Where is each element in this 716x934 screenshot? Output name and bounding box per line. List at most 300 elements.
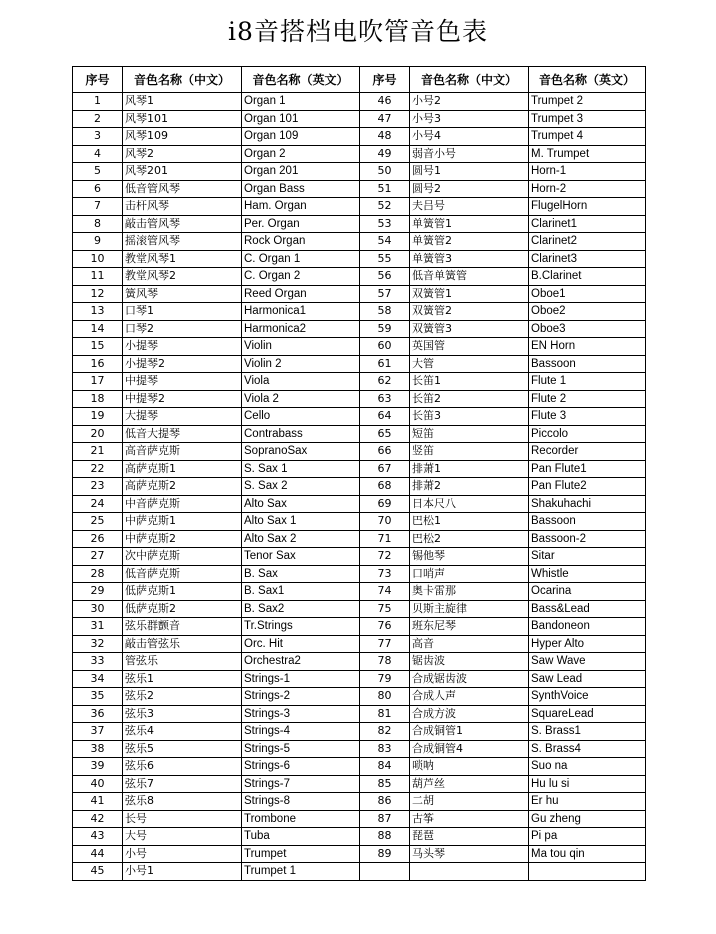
voice-name-cn: 日本尺八 (410, 495, 529, 513)
table-row (73, 355, 646, 373)
voice-name-cn: 葫芦丝 (410, 775, 529, 793)
voice-name-en: S. Brass4 (529, 740, 646, 758)
header-number: 序号 (73, 67, 123, 93)
voice-number: 47 (360, 110, 410, 128)
voice-number: 2 (73, 110, 123, 128)
voice-name-en: Tenor Sax (242, 548, 360, 566)
voice-number: 39 (73, 758, 123, 776)
voice-number: 54 (360, 233, 410, 251)
voice-number: 17 (73, 373, 123, 391)
table-row (73, 828, 646, 846)
voice-name-en: Trumpet 3 (529, 110, 646, 128)
voice-number: 28 (73, 565, 123, 583)
voice-name-cn: 长笛1 (410, 373, 529, 391)
empty-cell (410, 863, 529, 881)
voice-number: 37 (73, 723, 123, 741)
voice-name-en: Horn-2 (529, 180, 646, 198)
voice-number: 57 (360, 285, 410, 303)
voice-name-en: Organ Bass (242, 180, 360, 198)
voice-number: 22 (73, 460, 123, 478)
voice-name-cn: 大号 (123, 828, 242, 846)
header-name-en: 音色名称（英文） (529, 67, 646, 93)
table-row (73, 373, 646, 391)
voice-name-en: Contrabass (242, 425, 360, 443)
voice-name-cn: 锡他琴 (410, 548, 529, 566)
voice-number: 5 (73, 163, 123, 181)
table-row (73, 215, 646, 233)
empty-cell (360, 863, 410, 881)
voice-name-cn: 小提琴2 (123, 355, 242, 373)
voice-name-en: B. Sax2 (242, 600, 360, 618)
voice-number: 80 (360, 688, 410, 706)
voice-table (72, 66, 646, 881)
voice-name-cn: 巴松2 (410, 530, 529, 548)
voice-number: 20 (73, 425, 123, 443)
voice-name-en: Clarinet1 (529, 215, 646, 233)
voice-name-cn: 夫吕号 (410, 198, 529, 216)
table-row (73, 110, 646, 128)
voice-name-en: Piccolo (529, 425, 646, 443)
table-row (73, 390, 646, 408)
voice-name-cn: 弦乐7 (123, 775, 242, 793)
table-row (73, 460, 646, 478)
voice-name-cn: 高萨克斯2 (123, 478, 242, 496)
voice-name-en: Orchestra2 (242, 653, 360, 671)
header-number: 序号 (360, 67, 410, 93)
voice-name-en: Oboe2 (529, 303, 646, 321)
table-row (73, 723, 646, 741)
voice-name-en: Strings-2 (242, 688, 360, 706)
voice-name-en: Alto Sax 2 (242, 530, 360, 548)
voice-number: 64 (360, 408, 410, 426)
voice-number: 24 (73, 495, 123, 513)
voice-rows (73, 93, 646, 881)
voice-number: 83 (360, 740, 410, 758)
voice-number: 75 (360, 600, 410, 618)
voice-name-cn: 大提琴 (123, 408, 242, 426)
voice-name-en: Strings-1 (242, 670, 360, 688)
voice-name-cn: 小号2 (410, 93, 529, 111)
table-row (73, 758, 646, 776)
table-row (73, 635, 646, 653)
voice-name-en: Trumpet (242, 845, 360, 863)
table-row (73, 530, 646, 548)
voice-name-en: Saw Wave (529, 653, 646, 671)
voice-name-cn: 击杆风琴 (123, 198, 242, 216)
voice-number: 81 (360, 705, 410, 723)
table-row (73, 163, 646, 181)
page-title: i8音搭档电吹管音色表 (228, 17, 488, 46)
voice-number: 9 (73, 233, 123, 251)
voice-name-en: Reed Organ (242, 285, 360, 303)
voice-number: 79 (360, 670, 410, 688)
voice-name-en: Horn-1 (529, 163, 646, 181)
voice-name-en: Organ 1 (242, 93, 360, 111)
voice-number: 12 (73, 285, 123, 303)
voice-name-cn: 低萨克斯2 (123, 600, 242, 618)
voice-number: 29 (73, 583, 123, 601)
voice-name-en: Ham. Organ (242, 198, 360, 216)
voice-number: 76 (360, 618, 410, 636)
voice-name-en: Pi pa (529, 828, 646, 846)
voice-name-en: B. Sax (242, 565, 360, 583)
voice-name-cn: 锯齿波 (410, 653, 529, 671)
voice-name-en: Pan Flute2 (529, 478, 646, 496)
table-row (73, 268, 646, 286)
voice-name-cn: 弦乐1 (123, 670, 242, 688)
voice-name-en: Trumpet 4 (529, 128, 646, 146)
table-row (73, 495, 646, 513)
voice-number: 69 (360, 495, 410, 513)
voice-number: 19 (73, 408, 123, 426)
voice-name-en: Per. Organ (242, 215, 360, 233)
table-row (73, 408, 646, 426)
voice-name-en: Strings-7 (242, 775, 360, 793)
voice-name-en: Flute 3 (529, 408, 646, 426)
voice-name-cn: 合成铜管4 (410, 740, 529, 758)
voice-name-en: Oboe1 (529, 285, 646, 303)
voice-number: 8 (73, 215, 123, 233)
voice-name-cn: 双簧管1 (410, 285, 529, 303)
table-row (73, 863, 646, 881)
voice-number: 72 (360, 548, 410, 566)
voice-number: 26 (73, 530, 123, 548)
table-row (73, 320, 646, 338)
voice-name-cn: 弦乐2 (123, 688, 242, 706)
voice-number: 44 (73, 845, 123, 863)
voice-name-en: Sitar (529, 548, 646, 566)
voice-number: 73 (360, 565, 410, 583)
voice-number: 32 (73, 635, 123, 653)
voice-name-cn: 弦乐群颤音 (123, 618, 242, 636)
voice-name-cn: 低音单簧管 (410, 268, 529, 286)
voice-name-en: Organ 109 (242, 128, 360, 146)
voice-name-cn: 风琴2 (123, 145, 242, 163)
voice-number: 18 (73, 390, 123, 408)
voice-name-cn: 小号 (123, 845, 242, 863)
voice-number: 66 (360, 443, 410, 461)
voice-name-en: Clarinet3 (529, 250, 646, 268)
table-row (73, 338, 646, 356)
voice-name-cn: 中提琴2 (123, 390, 242, 408)
voice-number: 35 (73, 688, 123, 706)
voice-name-cn: 低音管风琴 (123, 180, 242, 198)
voice-number: 51 (360, 180, 410, 198)
voice-name-cn: 风琴1 (123, 93, 242, 111)
table-row (73, 93, 646, 111)
voice-name-en: Clarinet2 (529, 233, 646, 251)
voice-name-en: Rock Organ (242, 233, 360, 251)
voice-name-en: EN Horn (529, 338, 646, 356)
voice-name-cn: 中音萨克斯 (123, 495, 242, 513)
voice-number: 55 (360, 250, 410, 268)
voice-name-en: Tuba (242, 828, 360, 846)
voice-number: 67 (360, 460, 410, 478)
voice-number: 25 (73, 513, 123, 531)
voice-number: 40 (73, 775, 123, 793)
table-row (73, 775, 646, 793)
voice-name-en: Bass&Lead (529, 600, 646, 618)
voice-name-en: Strings-3 (242, 705, 360, 723)
voice-number: 34 (73, 670, 123, 688)
voice-number: 86 (360, 793, 410, 811)
voice-name-en: B. Sax1 (242, 583, 360, 601)
voice-name-en: Oboe3 (529, 320, 646, 338)
voice-name-en: Bandoneon (529, 618, 646, 636)
voice-name-cn: 英国管 (410, 338, 529, 356)
voice-name-en: Trumpet 2 (529, 93, 646, 111)
voice-name-en: Orc. Hit (242, 635, 360, 653)
table-row (73, 233, 646, 251)
voice-name-cn: 弦乐6 (123, 758, 242, 776)
voice-name-cn: 摇滚管风琴 (123, 233, 242, 251)
voice-number: 78 (360, 653, 410, 671)
voice-name-cn: 口哨声 (410, 565, 529, 583)
voice-number: 89 (360, 845, 410, 863)
table-row (73, 565, 646, 583)
table-row (73, 653, 646, 671)
voice-name-cn: 小提琴 (123, 338, 242, 356)
table-row (73, 618, 646, 636)
voice-number: 31 (73, 618, 123, 636)
voice-name-cn: 巴松1 (410, 513, 529, 531)
voice-name-en: Violin (242, 338, 360, 356)
header-name-en: 音色名称（英文） (242, 67, 360, 93)
voice-name-cn: 圆号2 (410, 180, 529, 198)
table-row (73, 670, 646, 688)
voice-name-en: Trumpet 1 (242, 863, 360, 881)
voice-name-cn: 大管 (410, 355, 529, 373)
voice-name-en: Strings-8 (242, 793, 360, 811)
voice-name-cn: 敲击管弦乐 (123, 635, 242, 653)
voice-name-cn: 簧风琴 (123, 285, 242, 303)
voice-number: 33 (73, 653, 123, 671)
voice-name-cn: 弦乐4 (123, 723, 242, 741)
voice-name-en: Organ 101 (242, 110, 360, 128)
voice-name-en: SynthVoice (529, 688, 646, 706)
table-row (73, 285, 646, 303)
voice-name-cn: 双簧管2 (410, 303, 529, 321)
voice-name-cn: 二胡 (410, 793, 529, 811)
voice-number: 30 (73, 600, 123, 618)
voice-number: 15 (73, 338, 123, 356)
voice-name-en: Saw Lead (529, 670, 646, 688)
voice-number: 14 (73, 320, 123, 338)
voice-number: 60 (360, 338, 410, 356)
voice-number: 62 (360, 373, 410, 391)
voice-name-cn: 琵琶 (410, 828, 529, 846)
voice-number: 42 (73, 810, 123, 828)
voice-name-en: Suo na (529, 758, 646, 776)
voice-name-cn: 教堂风琴1 (123, 250, 242, 268)
voice-name-cn: 合成人声 (410, 688, 529, 706)
voice-name-en: Violin 2 (242, 355, 360, 373)
voice-name-cn: 小号1 (123, 863, 242, 881)
table-row (73, 600, 646, 618)
voice-name-cn: 弦乐8 (123, 793, 242, 811)
voice-name-cn: 敲击管风琴 (123, 215, 242, 233)
voice-name-en: Bassoon (529, 355, 646, 373)
voice-name-cn: 弦乐3 (123, 705, 242, 723)
voice-name-en: Harmonica1 (242, 303, 360, 321)
voice-name-cn: 奥卡雷那 (410, 583, 529, 601)
voice-number: 84 (360, 758, 410, 776)
voice-name-cn: 短笛 (410, 425, 529, 443)
voice-number: 41 (73, 793, 123, 811)
voice-name-cn: 低萨克斯1 (123, 583, 242, 601)
voice-number: 49 (360, 145, 410, 163)
voice-number: 10 (73, 250, 123, 268)
voice-name-en: Hyper Alto (529, 635, 646, 653)
voice-name-cn: 排萧2 (410, 478, 529, 496)
voice-name-en: SquareLead (529, 705, 646, 723)
voice-number: 27 (73, 548, 123, 566)
table-row (73, 810, 646, 828)
voice-number: 6 (73, 180, 123, 198)
header-name-cn: 音色名称（中文） (123, 67, 242, 93)
voice-name-en: Organ 2 (242, 145, 360, 163)
table-row (73, 583, 646, 601)
voice-name-cn: 圆号1 (410, 163, 529, 181)
voice-name-en: SopranoSax (242, 443, 360, 461)
table-row (73, 180, 646, 198)
voice-number: 23 (73, 478, 123, 496)
voice-name-cn: 马头琴 (410, 845, 529, 863)
voice-name-en: Hu lu si (529, 775, 646, 793)
voice-name-cn: 贝斯主旋律 (410, 600, 529, 618)
voice-number: 77 (360, 635, 410, 653)
voice-number: 36 (73, 705, 123, 723)
voice-name-en: Ma tou qin (529, 845, 646, 863)
voice-name-en: Er hu (529, 793, 646, 811)
voice-number: 85 (360, 775, 410, 793)
voice-name-cn: 小号4 (410, 128, 529, 146)
voice-name-cn: 低音大提琴 (123, 425, 242, 443)
voice-number: 68 (360, 478, 410, 496)
voice-name-en: Strings-6 (242, 758, 360, 776)
voice-name-cn: 中提琴 (123, 373, 242, 391)
voice-name-en: Bassoon-2 (529, 530, 646, 548)
voice-name-en: Harmonica2 (242, 320, 360, 338)
voice-name-cn: 次中萨克斯 (123, 548, 242, 566)
voice-name-cn: 单簧管1 (410, 215, 529, 233)
table-row (73, 443, 646, 461)
voice-number: 46 (360, 93, 410, 111)
voice-name-en: C. Organ 1 (242, 250, 360, 268)
voice-name-en: S. Sax 2 (242, 478, 360, 496)
voice-number: 53 (360, 215, 410, 233)
voice-name-en: Trombone (242, 810, 360, 828)
table-row (73, 513, 646, 531)
voice-name-cn: 管弦乐 (123, 653, 242, 671)
voice-number: 74 (360, 583, 410, 601)
table-row (73, 145, 646, 163)
voice-number: 70 (360, 513, 410, 531)
voice-number: 7 (73, 198, 123, 216)
table-row (73, 425, 646, 443)
voice-number: 52 (360, 198, 410, 216)
voice-name-cn: 弦乐5 (123, 740, 242, 758)
voice-name-cn: 合成锯齿波 (410, 670, 529, 688)
voice-number: 71 (360, 530, 410, 548)
voice-number: 87 (360, 810, 410, 828)
voice-name-cn: 高萨克斯1 (123, 460, 242, 478)
table-row (73, 198, 646, 216)
voice-number: 58 (360, 303, 410, 321)
voice-name-en: Cello (242, 408, 360, 426)
voice-name-cn: 排萧1 (410, 460, 529, 478)
table-row (73, 303, 646, 321)
voice-name-cn: 单簧管2 (410, 233, 529, 251)
voice-name-cn: 单簧管3 (410, 250, 529, 268)
voice-number: 48 (360, 128, 410, 146)
voice-name-en: S. Sax 1 (242, 460, 360, 478)
voice-name-en: M. Trumpet (529, 145, 646, 163)
voice-name-en: Viola 2 (242, 390, 360, 408)
voice-number: 16 (73, 355, 123, 373)
voice-number: 82 (360, 723, 410, 741)
voice-name-en: Strings-5 (242, 740, 360, 758)
voice-number: 38 (73, 740, 123, 758)
table-row (73, 688, 646, 706)
voice-name-cn: 低音萨克斯 (123, 565, 242, 583)
header-name-cn: 音色名称（中文） (410, 67, 529, 93)
voice-name-cn: 唢呐 (410, 758, 529, 776)
voice-name-cn: 竖笛 (410, 443, 529, 461)
voice-name-cn: 口琴1 (123, 303, 242, 321)
voice-name-en: B.Clarinet (529, 268, 646, 286)
voice-number: 63 (360, 390, 410, 408)
voice-name-cn: 长笛2 (410, 390, 529, 408)
table-row (73, 250, 646, 268)
voice-name-en: Alto Sax 1 (242, 513, 360, 531)
voice-number: 56 (360, 268, 410, 286)
voice-name-cn: 弱音小号 (410, 145, 529, 163)
voice-name-cn: 高音 (410, 635, 529, 653)
voice-name-cn: 高音萨克斯 (123, 443, 242, 461)
voice-name-en: Organ 201 (242, 163, 360, 181)
voice-name-en: FlugelHorn (529, 198, 646, 216)
voice-name-en: Ocarina (529, 583, 646, 601)
voice-number: 43 (73, 828, 123, 846)
voice-name-cn: 教堂风琴2 (123, 268, 242, 286)
table-row (73, 478, 646, 496)
voice-name-en: S. Brass1 (529, 723, 646, 741)
voice-name-en: Pan Flute1 (529, 460, 646, 478)
voice-name-cn: 班东尼琴 (410, 618, 529, 636)
voice-name-en: Bassoon (529, 513, 646, 531)
table-row (73, 740, 646, 758)
table-row (73, 793, 646, 811)
voice-number: 11 (73, 268, 123, 286)
voice-name-en: C. Organ 2 (242, 268, 360, 286)
voice-name-en: Viola (242, 373, 360, 391)
table-header-row (73, 67, 646, 93)
voice-number: 4 (73, 145, 123, 163)
voice-name-en: Recorder (529, 443, 646, 461)
voice-name-en: Alto Sax (242, 495, 360, 513)
voice-number: 1 (73, 93, 123, 111)
voice-name-cn: 风琴101 (123, 110, 242, 128)
voice-number: 45 (73, 863, 123, 881)
voice-number: 61 (360, 355, 410, 373)
voice-name-en: Gu zheng (529, 810, 646, 828)
voice-number: 50 (360, 163, 410, 181)
voice-name-cn: 合成方波 (410, 705, 529, 723)
voice-name-en: Flute 2 (529, 390, 646, 408)
voice-number: 88 (360, 828, 410, 846)
voice-name-en: Flute 1 (529, 373, 646, 391)
